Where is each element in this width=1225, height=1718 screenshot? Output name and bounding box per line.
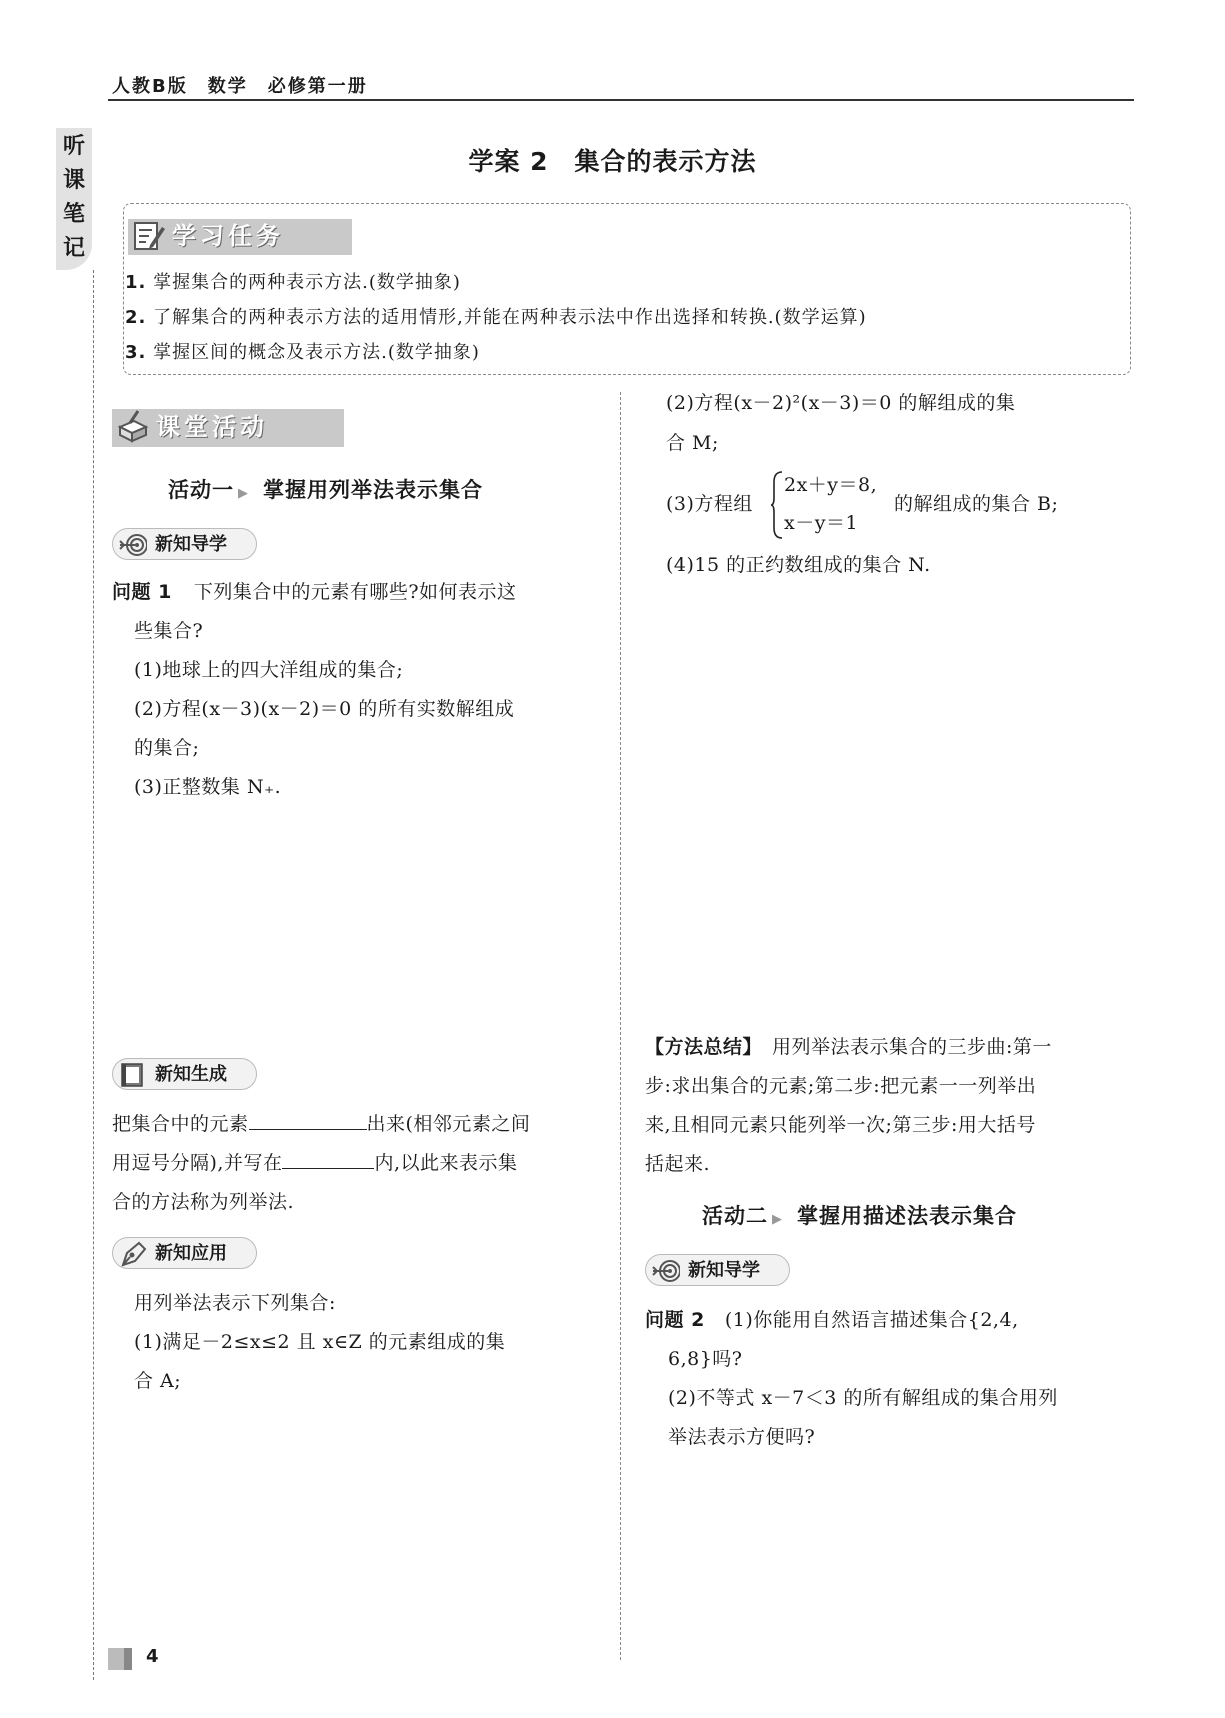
pill-label: 新知应用 xyxy=(155,1243,227,1264)
header-rule xyxy=(108,99,1134,101)
activity-one-heading xyxy=(168,474,483,504)
header-book-info: 人教B版 数学 必修第一册 xyxy=(112,76,368,97)
triangle-arrow-icon: ▶ xyxy=(772,1212,783,1227)
target-icon xyxy=(652,1258,680,1284)
task-text: 掌握集合的两种表示方法.(数学抽象) xyxy=(153,272,461,293)
classroom-activity-title: 课堂活动 xyxy=(156,413,268,441)
question-1-item: 的集合; xyxy=(134,737,200,759)
task-number: 3. xyxy=(125,342,147,363)
book-icon xyxy=(119,1062,147,1088)
method-summary-line: 括起来. xyxy=(645,1153,711,1175)
page-title: 学案 2 集合的表示方法 xyxy=(468,147,757,176)
triangle-arrow-icon: ▶ xyxy=(238,486,249,501)
pill-label: 新知导学 xyxy=(688,1260,760,1281)
learning-tasks-banner xyxy=(128,219,352,255)
activity-title: 掌握用列举法表示集合 xyxy=(263,478,483,502)
pill-label: 新知生成 xyxy=(155,1064,227,1085)
target-icon xyxy=(119,532,147,558)
activity-two-heading xyxy=(702,1200,1017,1230)
question-2-line xyxy=(645,1307,1019,1333)
pen-nib-icon xyxy=(119,1241,147,1267)
task-text: 掌握区间的概念及表示方法.(数学抽象) xyxy=(153,342,480,363)
left-margin-dashed-line xyxy=(93,270,94,1680)
generation-line-2 xyxy=(112,1150,518,1176)
pill-label: 新知导学 xyxy=(155,534,227,555)
system-equation-2: x－y＝1 xyxy=(784,512,859,534)
new-knowledge-guide-pill xyxy=(645,1254,790,1286)
question-label: 问题 1 xyxy=(112,581,172,603)
application-item-2: (2)方程(x－2)²(x－3)＝0 的解组成的集 xyxy=(666,392,1016,414)
task-item xyxy=(125,303,867,329)
generation-text: 用逗号分隔),并写在 xyxy=(112,1152,283,1174)
side-tab-char: 记 xyxy=(62,236,85,261)
left-brace xyxy=(770,470,784,540)
system-equation-1: 2x＋y＝8, xyxy=(784,474,878,496)
new-knowledge-guide-pill xyxy=(112,528,257,560)
new-knowledge-application-pill xyxy=(112,1237,257,1269)
task-text: 了解集合的两种表示方法的适用情形,并能在两种表示法中作出选择和转换.(数学运算) xyxy=(153,307,867,328)
learning-tasks-title: 学习任务 xyxy=(172,222,284,250)
question-2-line: 举法表示方便吗? xyxy=(668,1426,816,1448)
application-item-4: (4)15 的正约数组成的集合 N. xyxy=(666,554,931,576)
method-summary-label: 【方法总结】 xyxy=(645,1036,763,1058)
generation-line-1 xyxy=(112,1111,530,1137)
classroom-activity-banner xyxy=(112,409,344,447)
generation-line-3: 合的方法称为列举法. xyxy=(112,1191,295,1213)
question-2-line: 6,8}吗? xyxy=(668,1348,743,1370)
task-item xyxy=(125,268,461,294)
chalk-box-icon xyxy=(116,409,150,443)
question-1-line xyxy=(112,579,517,605)
activity-label: 活动二 xyxy=(702,1204,768,1228)
application-item-3-suffix: 的解组成的集合 B; xyxy=(894,493,1059,515)
generation-text: 出来(相邻元素之间 xyxy=(366,1113,531,1135)
method-summary-line xyxy=(645,1034,1052,1060)
side-tab-char: 笔 xyxy=(62,202,85,227)
method-summary-line: 步:求出集合的元素;第二步:把元素一一列举出 xyxy=(645,1075,1037,1097)
application-item-2-cont: 合 M; xyxy=(666,432,719,454)
page-number: 4 xyxy=(146,1646,159,1667)
task-number: 1. xyxy=(125,272,147,293)
new-knowledge-generation-pill xyxy=(112,1058,257,1090)
fill-blank[interactable] xyxy=(282,1150,374,1169)
side-tab-char: 听 xyxy=(62,134,85,159)
application-item-3-prefix: (3)方程组 xyxy=(666,493,753,515)
column-divider xyxy=(620,392,621,1660)
question-label: 问题 2 xyxy=(645,1309,705,1331)
task-item xyxy=(125,338,480,364)
application-intro: 用列举法表示下列集合: xyxy=(134,1292,336,1314)
question-1-line: 些集合? xyxy=(134,620,204,642)
task-number: 2. xyxy=(125,307,147,328)
question-1-item: (1)地球上的四大洋组成的集合; xyxy=(134,659,404,681)
question-1-item: (3)正整数集 N₊. xyxy=(134,776,282,798)
question-text: (1)你能用自然语言描述集合{2,4, xyxy=(724,1309,1019,1331)
activity-label: 活动一 xyxy=(168,478,234,502)
activity-title: 掌握用描述法表示集合 xyxy=(797,1204,1017,1228)
question-text: 下列集合中的元素有哪些?如何表示这 xyxy=(193,581,517,603)
application-item-1-cont: 合 A; xyxy=(134,1370,182,1392)
question-1-item: (2)方程(x－3)(x－2)＝0 的所有实数解组成 xyxy=(134,698,515,720)
footer-bar-mark xyxy=(124,1648,132,1670)
question-2-line: (2)不等式 x－7＜3 的所有解组成的集合用列 xyxy=(668,1387,1058,1409)
side-tab-char: 课 xyxy=(62,168,85,193)
method-summary-text: 用列举法表示集合的三步曲:第一 xyxy=(772,1036,1052,1058)
application-item-1: (1)满足－2≤x≤2 且 x∈Z 的元素组成的集 xyxy=(134,1331,506,1353)
generation-text: 把集合中的元素 xyxy=(112,1113,249,1135)
method-summary-line: 来,且相同元素只能列举一次;第三步:用大括号 xyxy=(645,1114,1036,1136)
fill-blank[interactable] xyxy=(249,1111,367,1130)
pencil-note-icon xyxy=(132,219,166,253)
generation-text: 内,以此来表示集 xyxy=(374,1152,518,1174)
